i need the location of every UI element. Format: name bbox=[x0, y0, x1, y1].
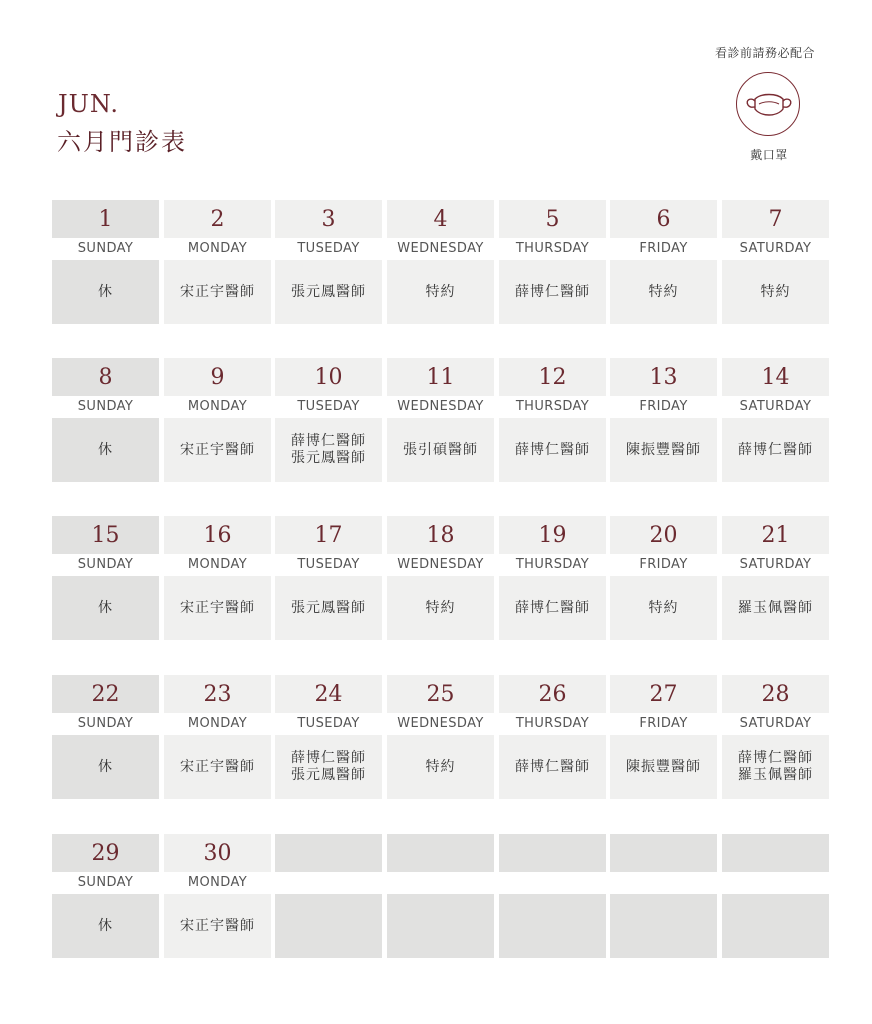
doctor-slot bbox=[275, 418, 382, 482]
day-of-week-label: TUSEDAY bbox=[297, 557, 360, 572]
day-of-week-label: SUNDAY bbox=[77, 557, 134, 572]
day-cell bbox=[164, 200, 271, 324]
doctor-name: 特約 bbox=[425, 599, 456, 616]
doctor-name: 張元鳳醫師 bbox=[291, 283, 366, 300]
doctor-slot bbox=[499, 735, 606, 799]
month-english-title: JUN. bbox=[58, 90, 119, 118]
doctor-slot bbox=[52, 260, 159, 324]
date-number: 15 bbox=[52, 516, 159, 554]
day-of-week-label: SUNDAY bbox=[77, 875, 134, 890]
doctor-name: 羅玉佩醫師 bbox=[738, 767, 813, 783]
day-cell bbox=[610, 834, 717, 958]
day-of-week-label: TUSEDAY bbox=[297, 241, 360, 256]
doctor-slot bbox=[275, 735, 382, 799]
day-of-week-label: SATURDAY bbox=[739, 557, 812, 572]
date-number: 5 bbox=[499, 200, 606, 238]
day-of-week-label: WEDNESDAY bbox=[397, 716, 484, 731]
day-of-week-label: SUNDAY bbox=[77, 716, 134, 731]
doctor-slot bbox=[610, 576, 717, 640]
day-of-week-label: SUNDAY bbox=[77, 241, 134, 256]
day-of-week-label bbox=[275, 872, 382, 894]
day-cell bbox=[722, 358, 829, 482]
day-cell bbox=[52, 516, 159, 640]
day-cell bbox=[52, 200, 159, 324]
doctor-slot bbox=[387, 735, 494, 799]
doctor-slot bbox=[610, 418, 717, 482]
date-number: 7 bbox=[722, 200, 829, 238]
day-of-week-label: FRIDAY bbox=[639, 399, 688, 414]
day-cell bbox=[275, 358, 382, 482]
doctor-name: 休 bbox=[98, 758, 113, 775]
day-of-week-label: THURSDAY bbox=[515, 241, 590, 256]
doctor-name: 特約 bbox=[648, 599, 679, 616]
doctor-name: 張元鳳醫師 bbox=[291, 767, 366, 783]
doctor-slot bbox=[164, 576, 271, 640]
day-cell bbox=[275, 675, 382, 799]
date-number: 29 bbox=[52, 834, 159, 872]
doctor-slot bbox=[722, 260, 829, 324]
day-cell bbox=[722, 516, 829, 640]
date-number: 11 bbox=[387, 358, 494, 396]
date-number: 1 bbox=[52, 200, 159, 238]
doctor-name: 張元鳳醫師 bbox=[291, 599, 366, 616]
day-cell bbox=[387, 200, 494, 324]
doctor-slot bbox=[499, 418, 606, 482]
doctor-slot bbox=[387, 894, 494, 958]
day-cell bbox=[499, 200, 606, 324]
date-number: 30 bbox=[164, 834, 271, 872]
date-number: 16 bbox=[164, 516, 271, 554]
date-number: 26 bbox=[499, 675, 606, 713]
day-of-week-label: THURSDAY bbox=[515, 399, 590, 414]
date-number: 8 bbox=[52, 358, 159, 396]
doctor-name: 薛博仁醫師 bbox=[515, 441, 590, 458]
day-cell bbox=[275, 516, 382, 640]
doctor-slot bbox=[164, 894, 271, 958]
date-number: 19 bbox=[499, 516, 606, 554]
doctor-slot bbox=[52, 735, 159, 799]
date-number: 3 bbox=[275, 200, 382, 238]
day-of-week-label bbox=[722, 872, 829, 894]
doctor-name: 宋正宇醫師 bbox=[180, 283, 255, 300]
day-of-week-label bbox=[499, 872, 606, 894]
day-of-week-label: MONDAY bbox=[187, 241, 248, 256]
doctor-slot bbox=[722, 576, 829, 640]
date-number: 4 bbox=[387, 200, 494, 238]
day-of-week-label: TUSEDAY bbox=[297, 399, 360, 414]
date-number: 12 bbox=[499, 358, 606, 396]
doctor-name: 張元鳳醫師 bbox=[291, 450, 366, 466]
date-number: 13 bbox=[610, 358, 717, 396]
doctor-slot bbox=[499, 576, 606, 640]
day-cell bbox=[610, 675, 717, 799]
date-number: 9 bbox=[164, 358, 271, 396]
date-number: 17 bbox=[275, 516, 382, 554]
doctor-name: 薛博仁醫師 bbox=[515, 758, 590, 775]
doctor-slot bbox=[722, 894, 829, 958]
doctor-slot bbox=[52, 418, 159, 482]
date-number: 20 bbox=[610, 516, 717, 554]
doctor-slot bbox=[499, 894, 606, 958]
day-cell bbox=[387, 358, 494, 482]
doctor-name: 羅玉佩醫師 bbox=[738, 599, 813, 616]
doctor-slot bbox=[164, 260, 271, 324]
doctor-name: 宋正宇醫師 bbox=[180, 441, 255, 458]
day-cell bbox=[610, 200, 717, 324]
day-of-week-label: WEDNESDAY bbox=[397, 241, 484, 256]
day-of-week-label: TUSEDAY bbox=[297, 716, 360, 731]
doctor-name: 休 bbox=[98, 599, 113, 616]
doctor-name: 薛博仁醫師 bbox=[291, 750, 366, 766]
date-number: 21 bbox=[722, 516, 829, 554]
day-cell bbox=[164, 675, 271, 799]
day-of-week-label bbox=[610, 872, 717, 894]
day-cell bbox=[52, 358, 159, 482]
date-number: 23 bbox=[164, 675, 271, 713]
day-cell bbox=[52, 834, 159, 958]
day-of-week-label: SATURDAY bbox=[739, 716, 812, 731]
day-cell bbox=[499, 516, 606, 640]
face-mask-icon bbox=[736, 72, 800, 136]
doctor-slot bbox=[275, 894, 382, 958]
doctor-name: 薛博仁醫師 bbox=[738, 441, 813, 458]
day-cell bbox=[499, 358, 606, 482]
date-number: 10 bbox=[275, 358, 382, 396]
day-of-week-label: MONDAY bbox=[187, 399, 248, 414]
doctor-name: 特約 bbox=[425, 283, 456, 300]
day-of-week-label: FRIDAY bbox=[639, 241, 688, 256]
date-number: 25 bbox=[387, 675, 494, 713]
day-of-week-label: FRIDAY bbox=[639, 557, 688, 572]
doctor-slot bbox=[164, 418, 271, 482]
day-of-week-label: SUNDAY bbox=[77, 399, 134, 414]
doctor-name: 張引碩醫師 bbox=[403, 441, 478, 458]
doctor-name: 陳振豐醫師 bbox=[626, 441, 701, 458]
day-cell bbox=[722, 675, 829, 799]
doctor-slot bbox=[722, 418, 829, 482]
doctor-name: 休 bbox=[98, 441, 113, 458]
day-cell bbox=[387, 834, 494, 958]
date-number: 22 bbox=[52, 675, 159, 713]
day-of-week-label: WEDNESDAY bbox=[397, 557, 484, 572]
month-chinese-title: 六月門診表 bbox=[57, 128, 187, 156]
doctor-slot bbox=[52, 894, 159, 958]
day-of-week-label: FRIDAY bbox=[639, 716, 688, 731]
doctor-slot bbox=[387, 418, 494, 482]
mask-notice-text: 看診前請務必配合 bbox=[714, 46, 815, 60]
day-of-week-label: SATURDAY bbox=[739, 399, 812, 414]
date-number bbox=[387, 834, 494, 872]
day-cell bbox=[610, 358, 717, 482]
doctor-name: 薛博仁醫師 bbox=[515, 599, 590, 616]
day-cell bbox=[610, 516, 717, 640]
doctor-name: 休 bbox=[98, 917, 113, 934]
doctor-name: 宋正宇醫師 bbox=[180, 599, 255, 616]
doctor-name: 薛博仁醫師 bbox=[291, 433, 366, 449]
doctor-slot bbox=[387, 576, 494, 640]
doctor-slot bbox=[275, 576, 382, 640]
doctor-slot bbox=[275, 260, 382, 324]
doctor-name: 陳振豐醫師 bbox=[626, 758, 701, 775]
day-cell bbox=[275, 834, 382, 958]
date-number: 28 bbox=[722, 675, 829, 713]
mask-label-text: 戴口罩 bbox=[750, 148, 788, 162]
day-cell bbox=[499, 675, 606, 799]
doctor-slot bbox=[52, 576, 159, 640]
day-cell bbox=[164, 516, 271, 640]
doctor-slot bbox=[722, 735, 829, 799]
doctor-name: 宋正宇醫師 bbox=[180, 758, 255, 775]
doctor-slot bbox=[610, 894, 717, 958]
date-number bbox=[722, 834, 829, 872]
day-of-week-label: MONDAY bbox=[187, 557, 248, 572]
day-cell bbox=[164, 834, 271, 958]
date-number bbox=[610, 834, 717, 872]
date-number: 6 bbox=[610, 200, 717, 238]
day-cell bbox=[722, 200, 829, 324]
doctor-slot bbox=[164, 735, 271, 799]
day-of-week-label: THURSDAY bbox=[515, 716, 590, 731]
day-of-week-label: SATURDAY bbox=[739, 241, 812, 256]
date-number: 14 bbox=[722, 358, 829, 396]
doctor-name: 薛博仁醫師 bbox=[515, 283, 590, 300]
date-number: 24 bbox=[275, 675, 382, 713]
date-number: 18 bbox=[387, 516, 494, 554]
doctor-name: 特約 bbox=[760, 283, 791, 300]
doctor-name: 休 bbox=[98, 283, 113, 300]
day-of-week-label: MONDAY bbox=[187, 716, 248, 731]
date-number bbox=[499, 834, 606, 872]
day-cell bbox=[387, 516, 494, 640]
doctor-name: 特約 bbox=[648, 283, 679, 300]
day-of-week-label: MONDAY bbox=[187, 875, 248, 890]
day-cell bbox=[722, 834, 829, 958]
doctor-slot bbox=[387, 260, 494, 324]
date-number: 27 bbox=[610, 675, 717, 713]
doctor-name: 薛博仁醫師 bbox=[738, 750, 813, 766]
day-cell bbox=[275, 200, 382, 324]
day-of-week-label bbox=[387, 872, 494, 894]
day-cell bbox=[499, 834, 606, 958]
doctor-name: 特約 bbox=[425, 758, 456, 775]
day-of-week-label: WEDNESDAY bbox=[397, 399, 484, 414]
doctor-name: 宋正宇醫師 bbox=[180, 917, 255, 934]
day-cell bbox=[52, 675, 159, 799]
doctor-slot bbox=[499, 260, 606, 324]
day-cell bbox=[387, 675, 494, 799]
day-cell bbox=[164, 358, 271, 482]
day-of-week-label: THURSDAY bbox=[515, 557, 590, 572]
date-number bbox=[275, 834, 382, 872]
doctor-slot bbox=[610, 260, 717, 324]
date-number: 2 bbox=[164, 200, 271, 238]
doctor-slot bbox=[610, 735, 717, 799]
